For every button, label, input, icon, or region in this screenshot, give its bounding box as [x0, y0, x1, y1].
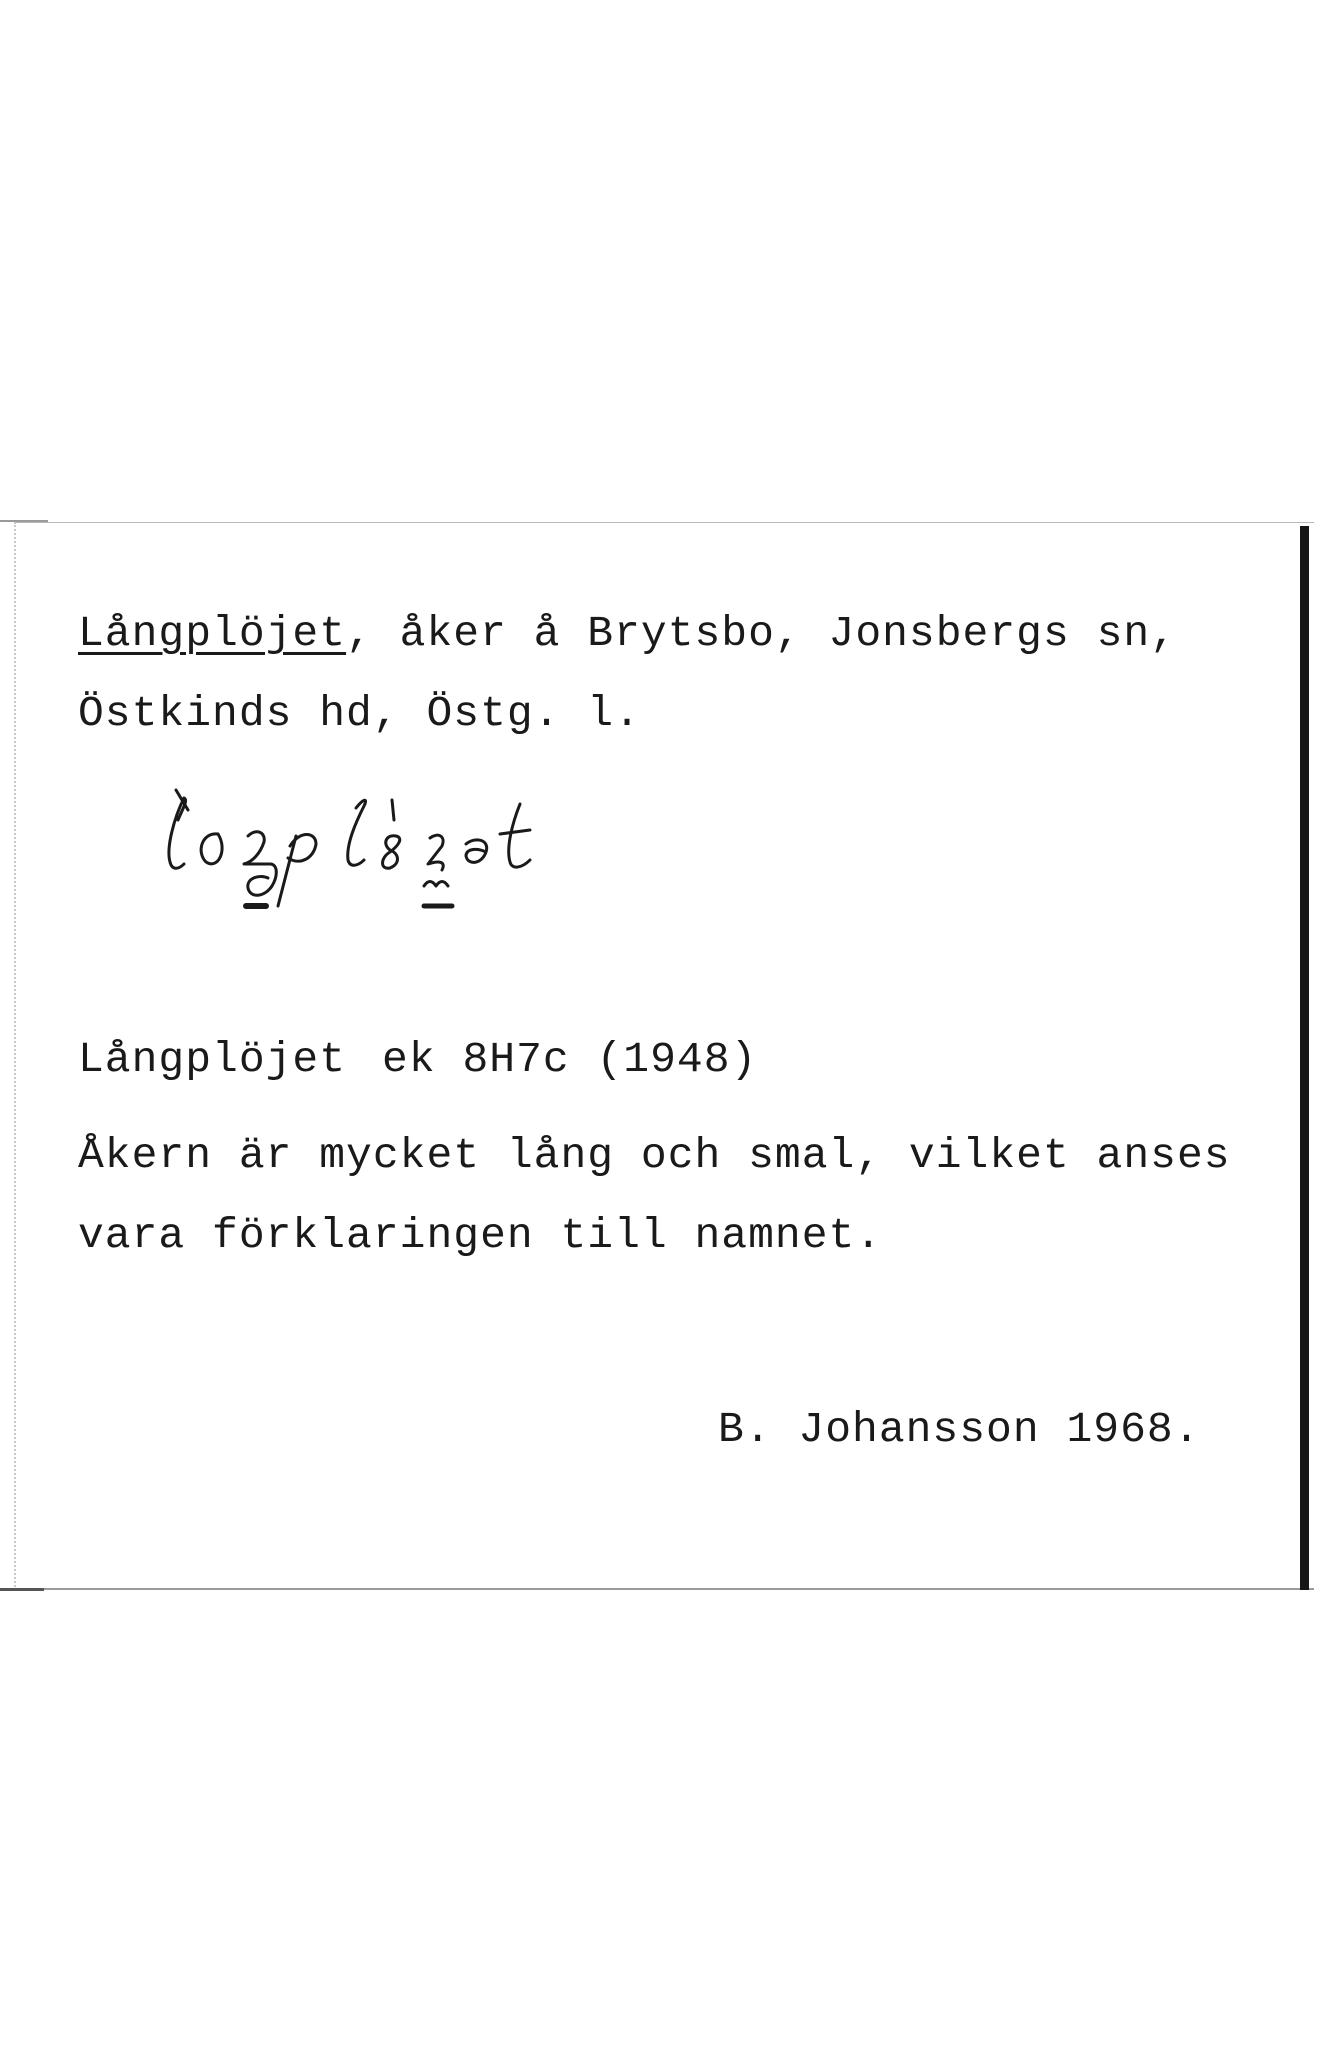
phonetic-transcription [160, 778, 580, 948]
district-line: Östkinds hd, Östg. l. [78, 689, 641, 738]
record-line [78, 1035, 758, 1084]
record-name: Långplöjet [78, 1035, 347, 1084]
card-right-edge [1300, 526, 1309, 1590]
card-corner-mark [0, 520, 48, 522]
place-description: , åker å Brytsbo, Jonsbergs sn, [346, 609, 1177, 658]
handwritten-phonetic-drawing [160, 778, 580, 948]
place-name: Långplöjet [78, 609, 347, 658]
signature: B. Johansson 1968. [718, 1405, 1201, 1454]
record-reference: ek 8H7c (1948) [382, 1035, 758, 1084]
description-line-2: vara förklaringen till namnet. [78, 1211, 883, 1260]
card-corner-mark [0, 1588, 44, 1591]
description-line-1: Åkern är mycket lång och smal, vilket anses [78, 1131, 1231, 1180]
place-name-heading [78, 609, 1177, 658]
